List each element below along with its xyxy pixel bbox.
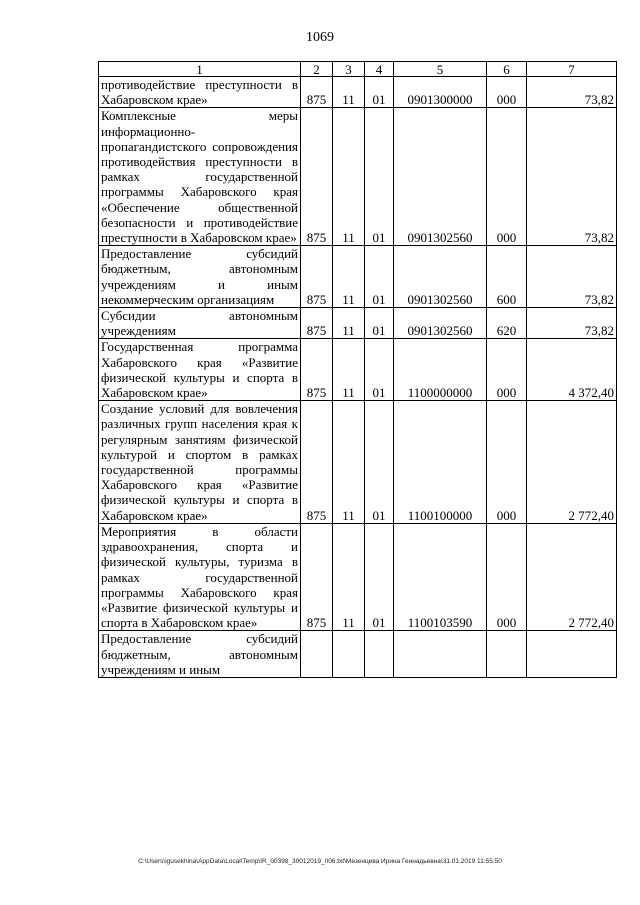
row-section: 11 xyxy=(333,401,365,524)
row-target-article: 1100103590 xyxy=(394,523,487,630)
row-target-article: 0901302560 xyxy=(394,308,487,339)
col-header-5: 5 xyxy=(394,62,487,77)
row-section xyxy=(333,631,365,678)
row-target-article: 0901302560 xyxy=(394,108,487,246)
row-name: Субсидии автономным учреждениям xyxy=(99,308,301,339)
row-target-article: 0901300000 xyxy=(394,77,487,108)
row-target-article xyxy=(394,631,487,678)
row-expense-type: 620 xyxy=(487,308,527,339)
row-expense-type: 600 xyxy=(487,246,527,308)
row-admin-code: 875 xyxy=(301,523,333,630)
table-row xyxy=(99,246,617,308)
row-target-article: 0901302560 xyxy=(394,246,487,308)
col-header-3: 3 xyxy=(333,62,365,77)
col-header-7: 7 xyxy=(527,62,617,77)
row-admin-code: 875 xyxy=(301,108,333,246)
header-row xyxy=(99,62,617,77)
row-admin-code: 875 xyxy=(301,339,333,401)
row-name: Предоставление субсидий бюджетным, автономным учреждениям и иным некоммерческим организациям xyxy=(99,246,301,308)
col-header-1: 1 xyxy=(99,62,301,77)
row-section: 11 xyxy=(333,308,365,339)
row-section: 11 xyxy=(333,339,365,401)
row-target-article: 1100100000 xyxy=(394,401,487,524)
row-section: 11 xyxy=(333,108,365,246)
row-name: Комплексные меры информационно-пропагандистского сопровождения противодействия преступности в рамках государственной программы Хабаровского края «Обеспечение общественной безопасности и противодействие преступности в Хабаровском крае» xyxy=(99,108,301,246)
table-row xyxy=(99,401,617,524)
row-name: противодействие преступности в Хабаровском крае» xyxy=(99,77,301,108)
table-row xyxy=(99,523,617,630)
row-section: 11 xyxy=(333,77,365,108)
row-name: Государственная программа Хабаровского края «Развитие физической культуры и спорта в Хабаровском крае» xyxy=(99,339,301,401)
row-expense-type: 000 xyxy=(487,401,527,524)
row-subsection: 01 xyxy=(365,77,394,108)
row-subsection: 01 xyxy=(365,108,394,246)
table-row xyxy=(99,339,617,401)
row-amount: 73,82 xyxy=(527,308,617,339)
row-subsection: 01 xyxy=(365,339,394,401)
row-amount: 2 772,40 xyxy=(527,401,617,524)
row-expense-type: 000 xyxy=(487,108,527,246)
row-target-article: 1100000000 xyxy=(394,339,487,401)
row-expense-type: 000 xyxy=(487,77,527,108)
file-path-footer: C:\Users\igusekhina\AppData\Local\Temp\IR_00398_30012019_006.txt\Мезенцева Ирина Геннадьевна\31.01.2019 11:55:50 xyxy=(138,858,502,865)
row-amount: 73,82 xyxy=(527,77,617,108)
row-expense-type xyxy=(487,631,527,678)
col-header-4: 4 xyxy=(365,62,394,77)
col-header-6: 6 xyxy=(487,62,527,77)
row-amount xyxy=(527,631,617,678)
row-amount: 2 772,40 xyxy=(527,523,617,630)
col-header-2: 2 xyxy=(301,62,333,77)
row-subsection: 01 xyxy=(365,308,394,339)
budget-table xyxy=(98,61,617,678)
row-name: Мероприятия в области здравоохранения, спорта и физической культуры, туризма в рамках государственной программы Хабаровского края «Развитие физической культуры и спорта в Хабаровском крае» xyxy=(99,523,301,630)
row-expense-type: 000 xyxy=(487,339,527,401)
row-subsection: 01 xyxy=(365,523,394,630)
row-admin-code: 875 xyxy=(301,246,333,308)
row-section: 11 xyxy=(333,523,365,630)
row-subsection: 01 xyxy=(365,401,394,524)
row-admin-code: 875 xyxy=(301,401,333,524)
row-admin-code xyxy=(301,631,333,678)
row-section: 11 xyxy=(333,246,365,308)
row-name: Создание условий для вовлечения различных групп населения края к регулярным занятиям физической культурой и спортом в рамках государственной программы Хабаровского края «Развитие физической культуры и спорта в Хабаровском крае» xyxy=(99,401,301,524)
table-row xyxy=(99,308,617,339)
table-row xyxy=(99,631,617,678)
row-name: Предоставление субсидий бюджетным, автономным учреждениям и иным xyxy=(99,631,301,678)
row-amount: 73,82 xyxy=(527,108,617,246)
row-subsection: 01 xyxy=(365,246,394,308)
row-admin-code: 875 xyxy=(301,308,333,339)
row-admin-code: 875 xyxy=(301,77,333,108)
row-amount: 73,82 xyxy=(527,246,617,308)
row-expense-type: 000 xyxy=(487,523,527,630)
row-amount: 4 372,40 xyxy=(527,339,617,401)
row-subsection xyxy=(365,631,394,678)
table-row xyxy=(99,77,617,108)
page-number: 1069 xyxy=(306,30,334,45)
table-row xyxy=(99,108,617,246)
